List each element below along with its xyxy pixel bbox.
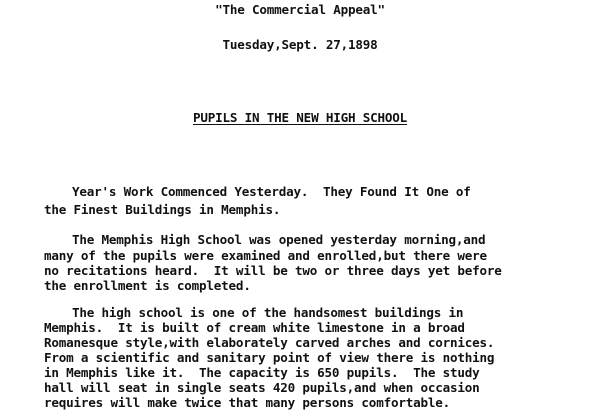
paragraph-line: in Memphis like it. The capacity is 650 pupils. The study bbox=[44, 365, 480, 380]
paragraph-line: Memphis. It is built of cream white limestone in a broad bbox=[44, 320, 465, 335]
paragraph-line: no recitations heard. It will be two or three days yet before bbox=[44, 263, 502, 278]
paragraph-line: requires will make twice that many persons comfortable. bbox=[44, 395, 451, 410]
paragraph-line: The Memphis High School was opened yesterday morning,and bbox=[72, 232, 486, 247]
paragraph-line: From a scientific and sanitary point of view there is nothing bbox=[44, 350, 495, 365]
headline: PUPILS IN THE NEW HIGH SCHOOL bbox=[192, 110, 408, 125]
paragraph-line: Romanesque style,with elaborately carved arches and cornices. bbox=[44, 335, 495, 350]
publication-name: "The Commercial Appeal" bbox=[215, 2, 385, 17]
paragraph-line: many of the pupils were examined and enrolled,but there were bbox=[44, 248, 487, 263]
subhead-line: the Finest Buildings in Memphis. bbox=[44, 202, 281, 217]
subhead-line: Year's Work Commenced Yesterday. They Found It One of bbox=[72, 184, 471, 199]
paragraph-line: the enrollment is completed. bbox=[44, 278, 251, 293]
paragraph-line: hall will seat in single seats 420 pupils,and when occasion bbox=[44, 380, 480, 395]
paragraph-line: The high school is one of the handsomest buildings in bbox=[72, 305, 464, 320]
publication-date: Tuesday,Sept. 27,1898 bbox=[222, 37, 378, 52]
